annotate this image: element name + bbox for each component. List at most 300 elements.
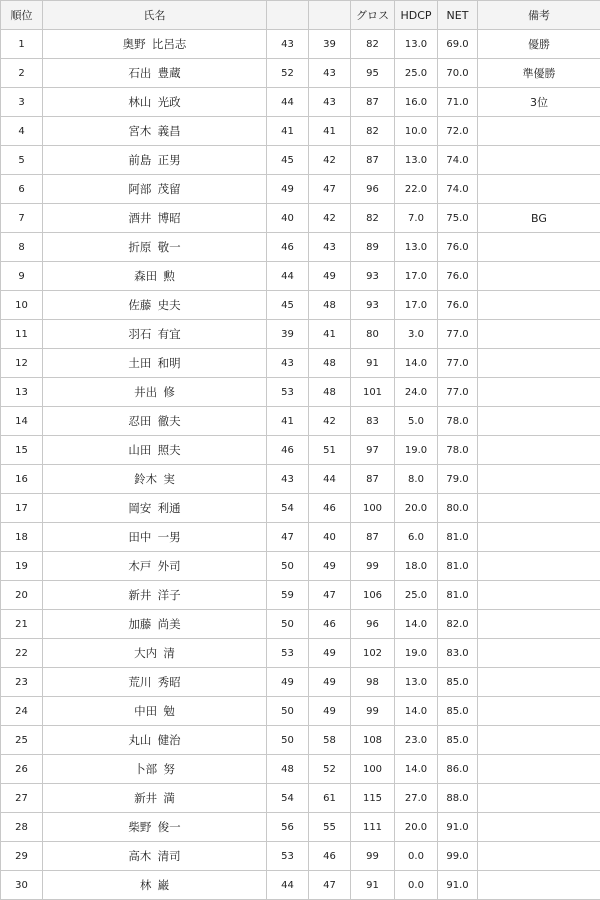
table-row bbox=[1, 436, 600, 465]
note-cell bbox=[478, 871, 600, 900]
given-name: 尚美 bbox=[157, 617, 181, 631]
surname: 新井 bbox=[134, 791, 158, 805]
name-cell bbox=[43, 320, 267, 349]
given-name: 修 bbox=[163, 385, 175, 399]
in-score-cell: 47 bbox=[309, 871, 351, 900]
note-cell bbox=[478, 523, 600, 552]
hdcp-cell: 18.0 bbox=[395, 552, 438, 581]
table-row bbox=[1, 523, 600, 552]
table-row bbox=[1, 726, 600, 755]
note-cell bbox=[478, 262, 600, 291]
note-cell bbox=[478, 436, 600, 465]
in-score-cell: 43 bbox=[309, 233, 351, 262]
out-score-cell: 50 bbox=[267, 697, 309, 726]
hdcp-cell: 17.0 bbox=[395, 262, 438, 291]
given-name: 実 bbox=[163, 472, 175, 486]
rank-cell: 27 bbox=[1, 784, 43, 813]
table-row bbox=[1, 378, 600, 407]
table-row bbox=[1, 813, 600, 842]
rank-cell: 11 bbox=[1, 320, 43, 349]
rank-cell: 15 bbox=[1, 436, 43, 465]
note-cell bbox=[478, 378, 600, 407]
gross-cell: 100 bbox=[351, 755, 395, 784]
table-row bbox=[1, 320, 600, 349]
given-name: 義昌 bbox=[157, 124, 181, 138]
rank-cell: 20 bbox=[1, 581, 43, 610]
table-row bbox=[1, 146, 600, 175]
in-score-cell: 42 bbox=[309, 204, 351, 233]
out-score-cell: 43 bbox=[267, 465, 309, 494]
out-score-cell: 44 bbox=[267, 871, 309, 900]
given-name: 清司 bbox=[157, 849, 181, 863]
gross-cell: 99 bbox=[351, 697, 395, 726]
in-score-cell: 46 bbox=[309, 610, 351, 639]
in-score-cell: 49 bbox=[309, 262, 351, 291]
rank-cell: 21 bbox=[1, 610, 43, 639]
table-row bbox=[1, 784, 600, 813]
out-score-cell: 43 bbox=[267, 349, 309, 378]
in-score-cell: 42 bbox=[309, 146, 351, 175]
surname: 丸山 bbox=[128, 733, 152, 747]
hdcp-cell: 25.0 bbox=[395, 59, 438, 88]
table-row bbox=[1, 697, 600, 726]
name-cell bbox=[43, 842, 267, 871]
note-cell: 優勝 bbox=[478, 30, 600, 59]
surname: 前島 bbox=[128, 153, 152, 167]
rank-cell: 9 bbox=[1, 262, 43, 291]
surname: 岡安 bbox=[128, 501, 152, 515]
rank-cell: 4 bbox=[1, 117, 43, 146]
name-cell bbox=[43, 262, 267, 291]
net-cell: 77.0 bbox=[438, 378, 478, 407]
name-cell bbox=[43, 465, 267, 494]
gross-cell: 98 bbox=[351, 668, 395, 697]
name-cell bbox=[43, 523, 267, 552]
given-name: 照夫 bbox=[157, 443, 181, 457]
hdcp-cell: 19.0 bbox=[395, 639, 438, 668]
name-cell bbox=[43, 146, 267, 175]
given-name: 利通 bbox=[157, 501, 181, 515]
out-score-cell: 44 bbox=[267, 262, 309, 291]
gross-cell: 102 bbox=[351, 639, 395, 668]
name-cell bbox=[43, 349, 267, 378]
in-score-cell: 49 bbox=[309, 552, 351, 581]
in-score-cell: 39 bbox=[309, 30, 351, 59]
given-name: 徹夫 bbox=[157, 414, 181, 428]
surname: 新井 bbox=[128, 588, 152, 602]
name-cell bbox=[43, 552, 267, 581]
given-name: 勲 bbox=[163, 269, 175, 283]
gross-cell: 115 bbox=[351, 784, 395, 813]
out-score-cell: 47 bbox=[267, 523, 309, 552]
name-cell bbox=[43, 668, 267, 697]
given-name: 勉 bbox=[163, 704, 175, 718]
hdcp-cell: 22.0 bbox=[395, 175, 438, 204]
surname: 柴野 bbox=[128, 820, 152, 834]
note-cell bbox=[478, 117, 600, 146]
net-cell: 91.0 bbox=[438, 871, 478, 900]
given-name: 満 bbox=[163, 791, 175, 805]
hdcp-cell: 14.0 bbox=[395, 755, 438, 784]
name-cell bbox=[43, 291, 267, 320]
rank-cell: 7 bbox=[1, 204, 43, 233]
out-score-cell: 50 bbox=[267, 726, 309, 755]
name-cell bbox=[43, 436, 267, 465]
note-cell bbox=[478, 349, 600, 378]
rank-cell: 18 bbox=[1, 523, 43, 552]
name-cell bbox=[43, 59, 267, 88]
gross-cell: 91 bbox=[351, 871, 395, 900]
table-body bbox=[1, 30, 600, 900]
gross-cell: 99 bbox=[351, 552, 395, 581]
rank-cell: 23 bbox=[1, 668, 43, 697]
rank-cell: 12 bbox=[1, 349, 43, 378]
in-score-cell: 48 bbox=[309, 291, 351, 320]
name-cell bbox=[43, 581, 267, 610]
in-score-cell: 51 bbox=[309, 436, 351, 465]
header-note: 備考 bbox=[478, 1, 600, 30]
gross-cell: 97 bbox=[351, 436, 395, 465]
rank-cell: 28 bbox=[1, 813, 43, 842]
hdcp-cell: 13.0 bbox=[395, 668, 438, 697]
given-name: 比呂志 bbox=[151, 37, 187, 51]
table-row bbox=[1, 639, 600, 668]
gross-cell: 106 bbox=[351, 581, 395, 610]
net-cell: 72.0 bbox=[438, 117, 478, 146]
gross-cell: 100 bbox=[351, 494, 395, 523]
note-cell bbox=[478, 784, 600, 813]
net-cell: 74.0 bbox=[438, 175, 478, 204]
out-score-cell: 49 bbox=[267, 668, 309, 697]
hdcp-cell: 19.0 bbox=[395, 436, 438, 465]
in-score-cell: 44 bbox=[309, 465, 351, 494]
rank-cell: 24 bbox=[1, 697, 43, 726]
net-cell: 76.0 bbox=[438, 291, 478, 320]
name-cell bbox=[43, 378, 267, 407]
name-cell bbox=[43, 639, 267, 668]
out-score-cell: 50 bbox=[267, 552, 309, 581]
hdcp-cell: 8.0 bbox=[395, 465, 438, 494]
hdcp-cell: 0.0 bbox=[395, 871, 438, 900]
out-score-cell: 46 bbox=[267, 436, 309, 465]
rank-cell: 29 bbox=[1, 842, 43, 871]
note-cell bbox=[478, 320, 600, 349]
surname: 大内 bbox=[134, 646, 158, 660]
net-cell: 81.0 bbox=[438, 581, 478, 610]
net-cell: 91.0 bbox=[438, 813, 478, 842]
gross-cell: 101 bbox=[351, 378, 395, 407]
given-name: 一男 bbox=[157, 530, 181, 544]
surname: 羽石 bbox=[128, 327, 152, 341]
out-score-cell: 40 bbox=[267, 204, 309, 233]
out-score-cell: 59 bbox=[267, 581, 309, 610]
table-row bbox=[1, 233, 600, 262]
gross-cell: 87 bbox=[351, 465, 395, 494]
rank-cell: 6 bbox=[1, 175, 43, 204]
table-row bbox=[1, 117, 600, 146]
hdcp-cell: 14.0 bbox=[395, 349, 438, 378]
hdcp-cell: 20.0 bbox=[395, 813, 438, 842]
rank-cell: 30 bbox=[1, 871, 43, 900]
note-cell bbox=[478, 755, 600, 784]
name-cell bbox=[43, 204, 267, 233]
surname: 奥野 bbox=[122, 37, 146, 51]
hdcp-cell: 25.0 bbox=[395, 581, 438, 610]
in-score-cell: 46 bbox=[309, 494, 351, 523]
gross-cell: 82 bbox=[351, 117, 395, 146]
out-score-cell: 39 bbox=[267, 320, 309, 349]
table-row bbox=[1, 349, 600, 378]
name-cell bbox=[43, 175, 267, 204]
out-score-cell: 41 bbox=[267, 407, 309, 436]
hdcp-cell: 27.0 bbox=[395, 784, 438, 813]
gross-cell: 82 bbox=[351, 30, 395, 59]
in-score-cell: 43 bbox=[309, 88, 351, 117]
rank-cell: 16 bbox=[1, 465, 43, 494]
gross-cell: 96 bbox=[351, 610, 395, 639]
header-name: 氏名 bbox=[43, 1, 267, 30]
given-name: 有宜 bbox=[157, 327, 181, 341]
surname: 忍田 bbox=[128, 414, 152, 428]
net-cell: 99.0 bbox=[438, 842, 478, 871]
name-cell bbox=[43, 233, 267, 262]
net-cell: 85.0 bbox=[438, 726, 478, 755]
net-cell: 80.0 bbox=[438, 494, 478, 523]
hdcp-cell: 14.0 bbox=[395, 697, 438, 726]
surname: 田中 bbox=[128, 530, 152, 544]
surname: 森田 bbox=[134, 269, 158, 283]
in-score-cell: 52 bbox=[309, 755, 351, 784]
hdcp-cell: 3.0 bbox=[395, 320, 438, 349]
name-cell bbox=[43, 407, 267, 436]
in-score-cell: 49 bbox=[309, 697, 351, 726]
given-name: 和明 bbox=[157, 356, 181, 370]
hdcp-cell: 14.0 bbox=[395, 610, 438, 639]
surname: 酒井 bbox=[128, 211, 152, 225]
gross-cell: 89 bbox=[351, 233, 395, 262]
hdcp-cell: 0.0 bbox=[395, 842, 438, 871]
table-row bbox=[1, 175, 600, 204]
in-score-cell: 43 bbox=[309, 59, 351, 88]
table-row bbox=[1, 204, 600, 233]
in-score-cell: 58 bbox=[309, 726, 351, 755]
gross-cell: 108 bbox=[351, 726, 395, 755]
out-score-cell: 54 bbox=[267, 784, 309, 813]
net-cell: 70.0 bbox=[438, 59, 478, 88]
net-cell: 74.0 bbox=[438, 146, 478, 175]
table-row bbox=[1, 291, 600, 320]
gross-cell: 96 bbox=[351, 175, 395, 204]
note-cell: 準優勝 bbox=[478, 59, 600, 88]
rank-cell: 25 bbox=[1, 726, 43, 755]
net-cell: 69.0 bbox=[438, 30, 478, 59]
surname: 佐藤 bbox=[128, 298, 152, 312]
surname: 中田 bbox=[134, 704, 158, 718]
hdcp-cell: 23.0 bbox=[395, 726, 438, 755]
note-cell bbox=[478, 842, 600, 871]
net-cell: 86.0 bbox=[438, 755, 478, 784]
name-cell bbox=[43, 30, 267, 59]
hdcp-cell: 16.0 bbox=[395, 88, 438, 117]
out-score-cell: 45 bbox=[267, 291, 309, 320]
note-cell bbox=[478, 291, 600, 320]
net-cell: 76.0 bbox=[438, 262, 478, 291]
note-cell bbox=[478, 639, 600, 668]
net-cell: 77.0 bbox=[438, 320, 478, 349]
hdcp-cell: 13.0 bbox=[395, 146, 438, 175]
rank-cell: 17 bbox=[1, 494, 43, 523]
rank-cell: 8 bbox=[1, 233, 43, 262]
name-cell bbox=[43, 697, 267, 726]
out-score-cell: 43 bbox=[267, 30, 309, 59]
net-cell: 85.0 bbox=[438, 668, 478, 697]
note-cell bbox=[478, 813, 600, 842]
surname: 土田 bbox=[128, 356, 152, 370]
name-cell bbox=[43, 726, 267, 755]
in-score-cell: 47 bbox=[309, 175, 351, 204]
hdcp-cell: 7.0 bbox=[395, 204, 438, 233]
surname: 高木 bbox=[128, 849, 152, 863]
name-cell bbox=[43, 871, 267, 900]
header-gross: グロス bbox=[351, 1, 395, 30]
rank-cell: 14 bbox=[1, 407, 43, 436]
table-row bbox=[1, 407, 600, 436]
name-cell bbox=[43, 755, 267, 784]
rank-cell: 26 bbox=[1, 755, 43, 784]
header-row bbox=[1, 1, 600, 30]
hdcp-cell: 6.0 bbox=[395, 523, 438, 552]
net-cell: 77.0 bbox=[438, 349, 478, 378]
surname: 荒川 bbox=[128, 675, 152, 689]
hdcp-cell: 13.0 bbox=[395, 30, 438, 59]
surname: 林山 bbox=[128, 95, 152, 109]
note-cell bbox=[478, 581, 600, 610]
surname: 木戸 bbox=[128, 559, 152, 573]
given-name: 洋子 bbox=[157, 588, 181, 602]
in-score-cell: 47 bbox=[309, 581, 351, 610]
surname: 阿部 bbox=[128, 182, 152, 196]
rank-cell: 10 bbox=[1, 291, 43, 320]
header-in bbox=[309, 1, 351, 30]
name-cell bbox=[43, 784, 267, 813]
table-row bbox=[1, 494, 600, 523]
gross-cell: 87 bbox=[351, 523, 395, 552]
table-row bbox=[1, 842, 600, 871]
note-cell bbox=[478, 697, 600, 726]
surname: 林 bbox=[139, 878, 152, 892]
out-score-cell: 44 bbox=[267, 88, 309, 117]
given-name: 敬一 bbox=[157, 240, 181, 254]
in-score-cell: 41 bbox=[309, 320, 351, 349]
in-score-cell: 48 bbox=[309, 349, 351, 378]
rank-cell: 1 bbox=[1, 30, 43, 59]
in-score-cell: 41 bbox=[309, 117, 351, 146]
given-name: 巌 bbox=[157, 878, 170, 892]
in-score-cell: 42 bbox=[309, 407, 351, 436]
hdcp-cell: 24.0 bbox=[395, 378, 438, 407]
in-score-cell: 48 bbox=[309, 378, 351, 407]
given-name: 豊蔵 bbox=[157, 66, 181, 80]
given-name: 清 bbox=[163, 646, 175, 660]
table-row bbox=[1, 30, 600, 59]
rank-cell: 22 bbox=[1, 639, 43, 668]
rank-cell: 13 bbox=[1, 378, 43, 407]
table-row bbox=[1, 552, 600, 581]
name-cell bbox=[43, 813, 267, 842]
given-name: 光政 bbox=[157, 95, 181, 109]
net-cell: 78.0 bbox=[438, 436, 478, 465]
header-hdcp: HDCP bbox=[395, 1, 438, 30]
gross-cell: 83 bbox=[351, 407, 395, 436]
note-cell bbox=[478, 726, 600, 755]
net-cell: 71.0 bbox=[438, 88, 478, 117]
surname: 加藤 bbox=[128, 617, 152, 631]
table-row bbox=[1, 871, 600, 900]
net-cell: 79.0 bbox=[438, 465, 478, 494]
given-name: 正男 bbox=[157, 153, 181, 167]
name-cell bbox=[43, 610, 267, 639]
gross-cell: 80 bbox=[351, 320, 395, 349]
given-name: 外司 bbox=[157, 559, 181, 573]
gross-cell: 93 bbox=[351, 262, 395, 291]
given-name: 俊一 bbox=[157, 820, 181, 834]
table-row bbox=[1, 581, 600, 610]
table-row bbox=[1, 465, 600, 494]
note-cell bbox=[478, 465, 600, 494]
surname: 井出 bbox=[134, 385, 158, 399]
hdcp-cell: 17.0 bbox=[395, 291, 438, 320]
gross-cell: 95 bbox=[351, 59, 395, 88]
out-score-cell: 53 bbox=[267, 842, 309, 871]
note-cell: BG bbox=[478, 204, 600, 233]
note-cell bbox=[478, 668, 600, 697]
surname: 宮木 bbox=[128, 124, 152, 138]
note-cell: 3位 bbox=[478, 88, 600, 117]
note-cell bbox=[478, 175, 600, 204]
name-cell bbox=[43, 117, 267, 146]
header-rank: 順位 bbox=[1, 1, 43, 30]
in-score-cell: 49 bbox=[309, 668, 351, 697]
table-row bbox=[1, 262, 600, 291]
table-row bbox=[1, 59, 600, 88]
rank-cell: 19 bbox=[1, 552, 43, 581]
note-cell bbox=[478, 552, 600, 581]
out-score-cell: 52 bbox=[267, 59, 309, 88]
in-score-cell: 49 bbox=[309, 639, 351, 668]
gross-cell: 99 bbox=[351, 842, 395, 871]
in-score-cell: 46 bbox=[309, 842, 351, 871]
out-score-cell: 49 bbox=[267, 175, 309, 204]
out-score-cell: 48 bbox=[267, 755, 309, 784]
surname: 石出 bbox=[128, 66, 152, 80]
name-cell bbox=[43, 88, 267, 117]
note-cell bbox=[478, 494, 600, 523]
hdcp-cell: 10.0 bbox=[395, 117, 438, 146]
note-cell bbox=[478, 407, 600, 436]
net-cell: 81.0 bbox=[438, 523, 478, 552]
hdcp-cell: 5.0 bbox=[395, 407, 438, 436]
surname: 鈴木 bbox=[134, 472, 158, 486]
surname: 山田 bbox=[128, 443, 152, 457]
net-cell: 85.0 bbox=[438, 697, 478, 726]
net-cell: 83.0 bbox=[438, 639, 478, 668]
out-score-cell: 45 bbox=[267, 146, 309, 175]
header-net: NET bbox=[438, 1, 478, 30]
out-score-cell: 53 bbox=[267, 639, 309, 668]
net-cell: 75.0 bbox=[438, 204, 478, 233]
out-score-cell: 41 bbox=[267, 117, 309, 146]
table-row bbox=[1, 88, 600, 117]
